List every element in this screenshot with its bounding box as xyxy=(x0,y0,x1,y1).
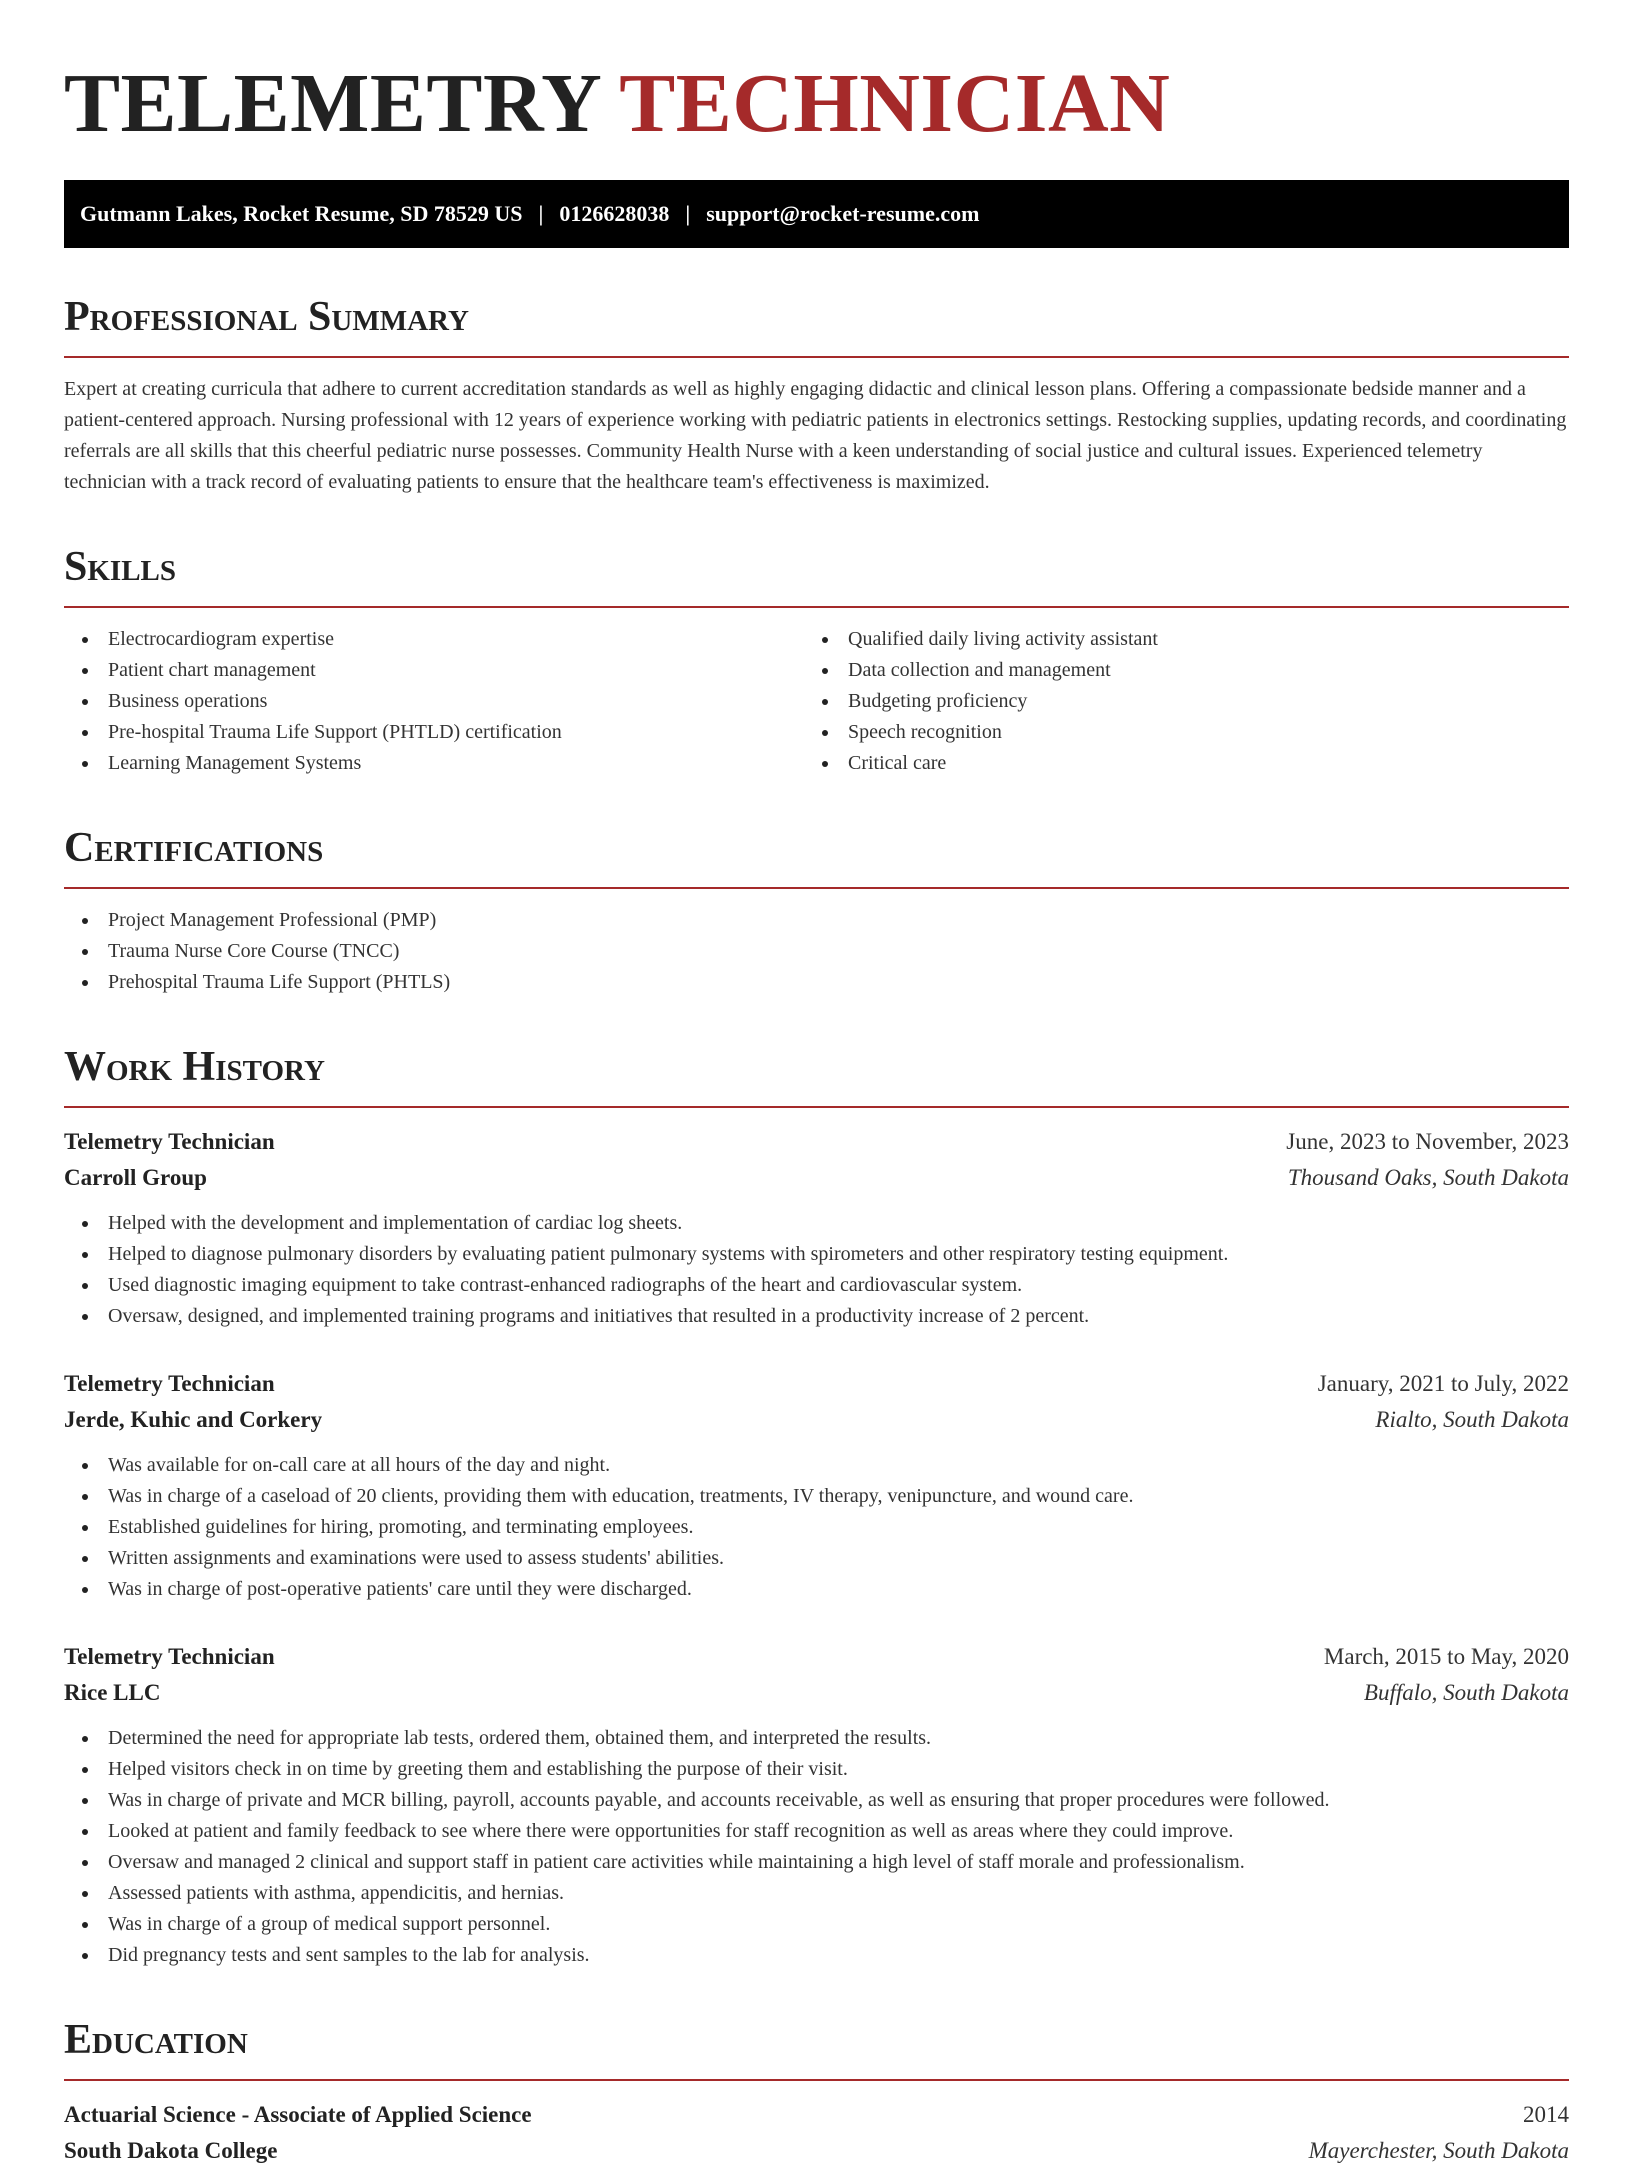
job-bullet: Assessed patients with asthma, appendicitis, and hernias. xyxy=(64,1878,1569,1909)
job-entry xyxy=(64,1639,1569,1971)
skills-section xyxy=(64,542,1569,779)
job-bullet: Was in charge of a caseload of 20 clients, providing them with education, treatments, IV therapy, venipuncture, and wound care. xyxy=(64,1481,1569,1512)
contact-phone: 0126628038 xyxy=(559,201,670,226)
resume-page xyxy=(64,0,1569,2169)
certifications-list xyxy=(64,905,1569,998)
job-bullet: Was in charge of post-operative patients' care until they were discharged. xyxy=(64,1574,1569,1605)
job-location: Thousand Oaks, South Dakota xyxy=(1287,1165,1569,1190)
education-title: Education xyxy=(64,2015,1569,2081)
education-year: 2014 xyxy=(1523,2102,1569,2127)
job-bullet: Was in charge of private and MCR billing, payroll, accounts payable, and accounts receivable, as well as ensuring that proper procedures were followed. xyxy=(64,1785,1569,1816)
education-school-row xyxy=(64,2133,1569,2169)
job-title: Telemetry Technician xyxy=(64,1129,275,1154)
job-bullets xyxy=(64,1723,1569,1971)
certification-item: Prehospital Trauma Life Support (PHTLS) xyxy=(64,967,1569,998)
job-bullet: Helped to diagnose pulmonary disorders by evaluating patient pulmonary systems with spirometers and other respiratory testing equipment. xyxy=(64,1239,1569,1270)
certification-item: Trauma Nurse Core Course (TNCC) xyxy=(64,936,1569,967)
job-dates: January, 2021 to July, 2022 xyxy=(1317,1371,1569,1396)
skill-item: Qualified daily living activity assistant xyxy=(804,624,1569,655)
education-location: Mayerchester, South Dakota xyxy=(1308,2138,1569,2163)
skill-item: Speech recognition xyxy=(804,717,1569,748)
job-company: Jerde, Kuhic and Corkery xyxy=(64,1407,323,1432)
job-header-row xyxy=(64,1124,1569,1160)
work-history-section xyxy=(64,1042,1569,1971)
job-bullet: Did pregnancy tests and sent samples to the lab for analysis. xyxy=(64,1940,1569,1971)
certifications-section xyxy=(64,823,1569,998)
education-degree: Actuarial Science - Associate of Applied Science xyxy=(64,2102,532,2127)
summary-title: Professional Summary xyxy=(64,292,1569,358)
job-company-row xyxy=(64,1675,1569,1711)
skill-item: Data collection and management xyxy=(804,655,1569,686)
job-bullet: Written assignments and examinations were used to assess students' abilities. xyxy=(64,1543,1569,1574)
job-bullet: Oversaw and managed 2 clinical and support staff in patient care activities while maintaining a high level of staff morale and professionalism. xyxy=(64,1847,1569,1878)
job-bullets xyxy=(64,1208,1569,1332)
job-location: Buffalo, South Dakota xyxy=(1363,1680,1569,1705)
job-bullets xyxy=(64,1450,1569,1605)
contact-separator: | xyxy=(538,201,544,226)
job-header-row xyxy=(64,1639,1569,1675)
contact-separator: | xyxy=(685,201,691,226)
job-entry xyxy=(64,1366,1569,1605)
skill-item: Electrocardiogram expertise xyxy=(64,624,804,655)
job-bullet: Was in charge of a group of medical support personnel. xyxy=(64,1909,1569,1940)
skills-list-right xyxy=(804,624,1569,779)
job-entry xyxy=(64,1124,1569,1332)
job-bullet: Used diagnostic imaging equipment to take contrast-enhanced radiographs of the heart and cardiovascular system. xyxy=(64,1270,1569,1301)
summary-text: Expert at creating curricula that adhere to current accreditation standards as well as highly engaging didactic and clinical lesson plans. Offering a compassionate bedside manner and a patient-centered approach. Nursing professional with 12 years of experience working with pediatric patients in electronics settings. Restocking supplies, updating records, and coordinating referrals are all skills that this cheerful pediatric nurse possesses. Community Health Nurse with a keen understanding of social justice and cultural issues. Experienced telemetry technician with a track record of evaluating patients to ensure that the healthcare team's effectiveness is maximized. xyxy=(64,378,1567,493)
certification-item: Project Management Professional (PMP) xyxy=(64,905,1569,936)
job-bullet: Established guidelines for hiring, promoting, and terminating employees. xyxy=(64,1512,1569,1543)
contact-email: support@rocket-resume.com xyxy=(706,201,980,226)
certifications-title: Certifications xyxy=(64,823,1569,889)
education-school: South Dakota College xyxy=(64,2138,278,2163)
skill-item: Learning Management Systems xyxy=(64,748,804,779)
job-dates: June, 2023 to November, 2023 xyxy=(1286,1129,1569,1154)
skill-item: Business operations xyxy=(64,686,804,717)
contact-bar xyxy=(64,180,1569,248)
job-bullet: Was available for on-call care at all hours of the day and night. xyxy=(64,1450,1569,1481)
job-bullet: Looked at patient and family feedback to see where there were opportunities for staff recognition as well as areas where they could improve. xyxy=(64,1816,1569,1847)
education-degree-row xyxy=(64,2097,1569,2133)
summary-section xyxy=(64,292,1569,498)
resume-name xyxy=(64,56,1569,152)
job-bullet: Oversaw, designed, and implemented training programs and initiatives that resulted in a productivity increase of 2 percent. xyxy=(64,1301,1569,1332)
job-company-row xyxy=(64,1402,1569,1438)
job-title: Telemetry Technician xyxy=(64,1644,275,1669)
skills-list-left xyxy=(64,624,804,779)
job-company: Rice LLC xyxy=(64,1680,161,1705)
contact-address: Gutmann Lakes, Rocket Resume, SD 78529 US xyxy=(80,201,523,226)
education-entry xyxy=(64,2097,1569,2169)
skills-columns xyxy=(64,608,1569,779)
skills-title: Skills xyxy=(64,542,1569,608)
job-title: Telemetry Technician xyxy=(64,1371,275,1396)
work-history-title: Work History xyxy=(64,1042,1569,1108)
education-section xyxy=(64,2015,1569,2169)
job-location: Rialto, South Dakota xyxy=(1375,1407,1569,1432)
job-bullet: Determined the need for appropriate lab tests, ordered them, obtained them, and interpreted the results. xyxy=(64,1723,1569,1754)
job-header-row xyxy=(64,1366,1569,1402)
name-last: TECHNICIAN xyxy=(619,57,1171,150)
skill-item: Critical care xyxy=(804,748,1569,779)
skill-item: Budgeting proficiency xyxy=(804,686,1569,717)
name-first: TELEMETRY xyxy=(64,57,600,150)
job-dates: March, 2015 to May, 2020 xyxy=(1323,1644,1569,1669)
skill-item: Patient chart management xyxy=(64,655,804,686)
job-company-row xyxy=(64,1160,1569,1196)
job-bullet: Helped with the development and implementation of cardiac log sheets. xyxy=(64,1208,1569,1239)
job-bullet: Helped visitors check in on time by greeting them and establishing the purpose of their visit. xyxy=(64,1754,1569,1785)
skill-item: Pre-hospital Trauma Life Support (PHTLD) certification xyxy=(64,717,804,748)
job-company: Carroll Group xyxy=(64,1165,207,1190)
